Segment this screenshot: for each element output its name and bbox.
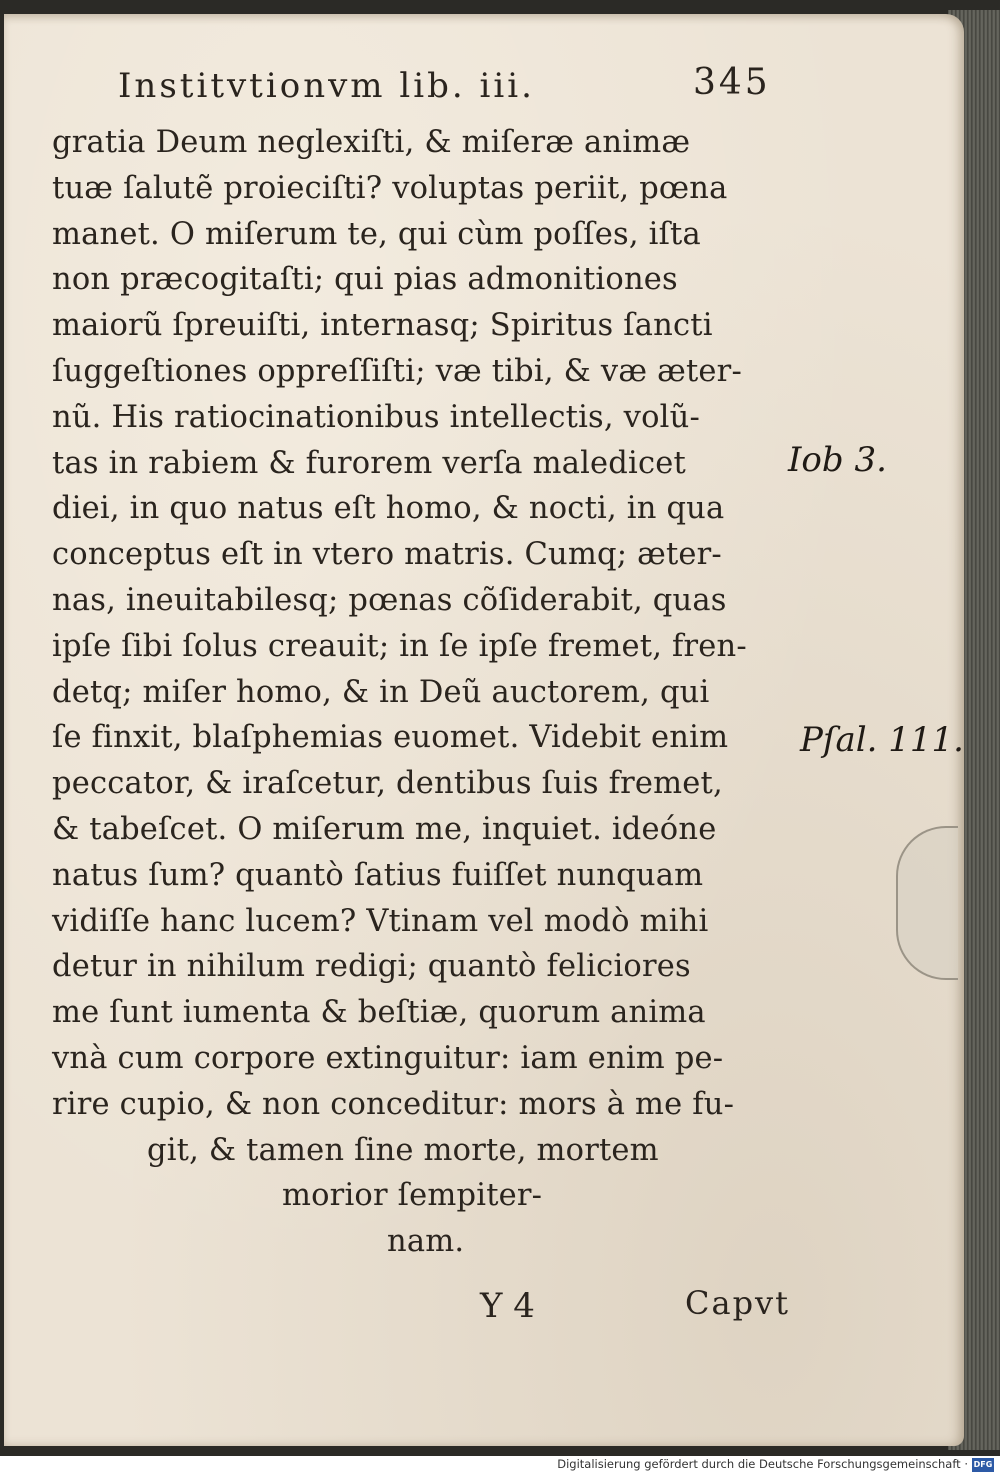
catchword: Capvt bbox=[685, 1284, 790, 1322]
text-line: vnà cum corpore extinguitur: iam enim pe- bbox=[52, 1040, 724, 1076]
text-line: rire cupio, & non conceditur: mors à me fu- bbox=[52, 1086, 735, 1122]
closing-line: morior ſempiter- bbox=[282, 1178, 543, 1214]
text-line: vidiſſe hanc lucem? Vtinam vel modò mihi bbox=[52, 903, 709, 939]
text-line: peccator, & iraſcetur, dentibus ſuis fremet, bbox=[52, 766, 723, 802]
text-line: gratia Deum neglexiſti, & miſeræ animæ bbox=[52, 125, 691, 160]
signature-mark: Y 4 bbox=[480, 1286, 535, 1326]
page-number: 345 bbox=[693, 62, 771, 103]
text-line: manet. O miſerum te, qui cùm poſſes, iſta bbox=[52, 216, 701, 252]
running-title: Institvtionvm lib. iii. bbox=[118, 66, 535, 106]
closing-line: git, & tamen ſine morte, mortem bbox=[147, 1132, 659, 1168]
footer-bar bbox=[0, 1456, 1000, 1476]
text-line: natus ſum? quantò ſatius fuiſſet nunquam bbox=[52, 857, 704, 893]
body-text bbox=[52, 120, 792, 1265]
text-line: ſe finxit, blaſphemias euomet. Videbit enim bbox=[52, 720, 729, 756]
text-line: & tabeſcet. O miſerum me, inquiet. ideóne bbox=[52, 811, 717, 847]
text-line: ipſe ſibi ſolus creauit; in ſe ipſe fremet, fren- bbox=[52, 628, 747, 664]
text-line: tas in rabiem & furorem verſa maledicet bbox=[52, 445, 686, 481]
text-line: nas, ineuitabilesq; pœnas cõſiderabit, quas bbox=[52, 582, 727, 618]
margin-note-job: Iob 3. bbox=[788, 440, 887, 480]
text-line: detur in nihilum redigi; quantò feliciores bbox=[52, 949, 691, 985]
text-line: conceptus eſt in vtero matris. Cumq; æter- bbox=[52, 537, 722, 573]
funding-credit: Digitalisierung gefördert durch die Deutsche Forschungsgemeinschaft · bbox=[557, 1457, 968, 1471]
text-line: me ſunt iumenta & beſtiæ, quorum anima bbox=[52, 995, 706, 1031]
text-line: tuæ ſalutẽ proieciſti? voluptas periit, pœna bbox=[52, 170, 728, 206]
closing-line: nam. bbox=[387, 1224, 465, 1260]
text-line: diei, in quo natus eſt homo, & nocti, in qua bbox=[52, 491, 725, 527]
text-line: ſuggeſtiones oppreſſiſti; væ tibi, & væ æter- bbox=[52, 353, 742, 389]
text-line: maiorũ ſpreuiſti, internasq; Spiritus ſancti bbox=[52, 308, 713, 344]
dfg-logo: DFG bbox=[972, 1458, 994, 1472]
page-clip bbox=[896, 826, 958, 980]
text-line: detq; miſer homo, & in Deũ auctorem, qui bbox=[52, 674, 710, 710]
margin-note-psalm: Pſal. 111. bbox=[800, 720, 964, 760]
text-line: non præcogitaſti; qui pias admonitiones bbox=[52, 262, 678, 298]
text-line: nũ. His ratiocinationibus intellectis, volũ- bbox=[52, 399, 700, 435]
running-header bbox=[118, 58, 771, 108]
